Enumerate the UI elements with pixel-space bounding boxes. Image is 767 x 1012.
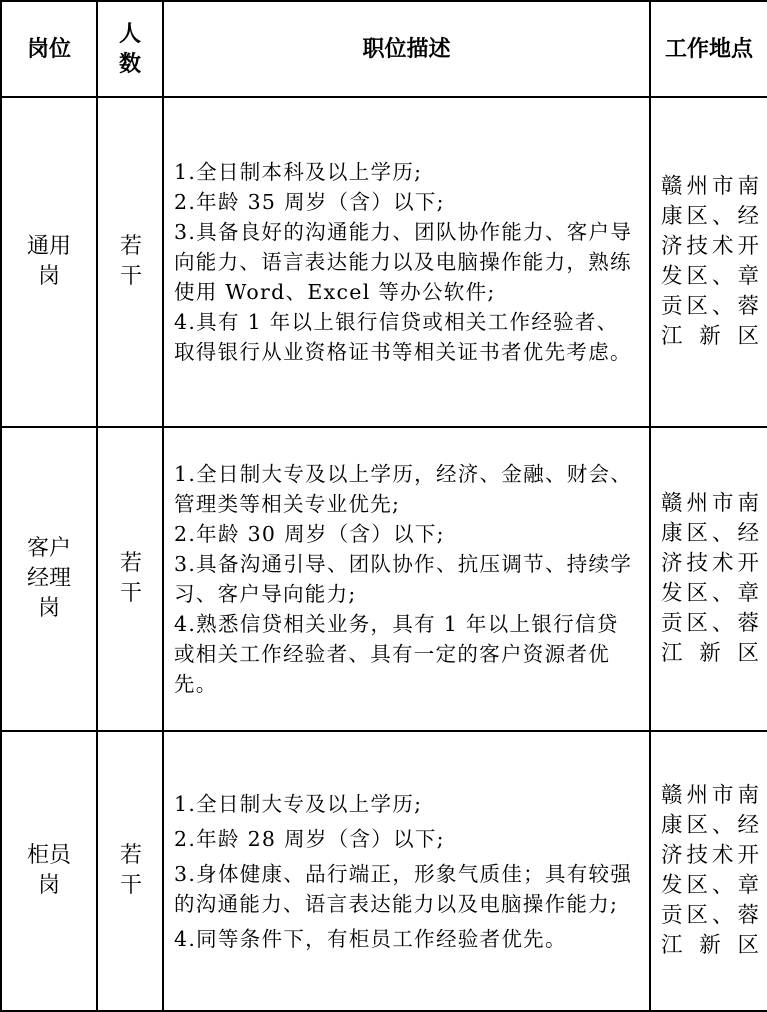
position-description — [163, 97, 650, 427]
work-location: 赣州市南康区、经济技术开发区、章贡区、蓉江新区 — [650, 97, 767, 427]
work-location: 赣州市南康区、经济技术开发区、章贡区、蓉江新区 — [650, 731, 767, 1011]
position-name: 柜员岗 — [1, 731, 97, 1011]
description-line: 1.全日制大专及以上学历，经济、金融、财会、管理类等相关专业优先; — [174, 462, 633, 516]
work-location: 赣州市南康区、经济技术开发区、章贡区、蓉江新区 — [650, 427, 767, 731]
description-line: 3.具备沟通引导、团队协作、抗压调节、持续学习、客户导向能力; — [174, 552, 633, 606]
description-line: 4.具有 1 年以上银行信贷或相关工作经验者、取得银行从业资格证书等相关证书者优先考虑。 — [174, 310, 632, 364]
header-row — [1, 1, 767, 97]
position-count: 若干 — [97, 97, 163, 427]
table-row — [1, 427, 767, 731]
position-description — [163, 731, 650, 1011]
position-name: 客户经理岗 — [1, 427, 97, 731]
table-row — [1, 731, 767, 1011]
description-line: 4.同等条件下，有柜员工作经验者优先。 — [174, 926, 567, 951]
description-line: 3.具备良好的沟通能力、团队协作能力、客户导向能力、语言表达能力以及电脑操作能力，熟练使用 Word、Excel 等办公软件; — [174, 220, 633, 304]
header-count: 人数 — [97, 1, 163, 97]
header-location: 工作地点 — [650, 1, 767, 97]
position-count: 若干 — [97, 731, 163, 1011]
description-line: 3.身体健康、品行端正，形象气质佳；具有较强的沟通能力、语言表达能力以及电脑操作能力; — [174, 861, 633, 916]
description-line: 2.年龄 30 周岁（含）以下; — [174, 522, 445, 546]
description-line: 1.全日制本科及以上学历; — [174, 160, 423, 184]
description-line: 2.年龄 35 周岁（含）以下; — [174, 190, 445, 214]
description-line: 4.熟悉信贷相关业务，具有 1 年以上银行信贷或相关工作经验者、具有一定的客户资源者优先。 — [174, 612, 619, 696]
position-name: 通用岗 — [1, 97, 97, 427]
position-count: 若干 — [97, 427, 163, 731]
table-row — [1, 97, 767, 427]
header-description: 职位描述 — [163, 1, 650, 97]
description-line: 1.全日制大专及以上学历; — [174, 791, 423, 816]
position-description — [163, 427, 650, 731]
description-line: 2.年龄 28 周岁（含）以下; — [174, 826, 445, 851]
header-position: 岗位 — [1, 1, 97, 97]
